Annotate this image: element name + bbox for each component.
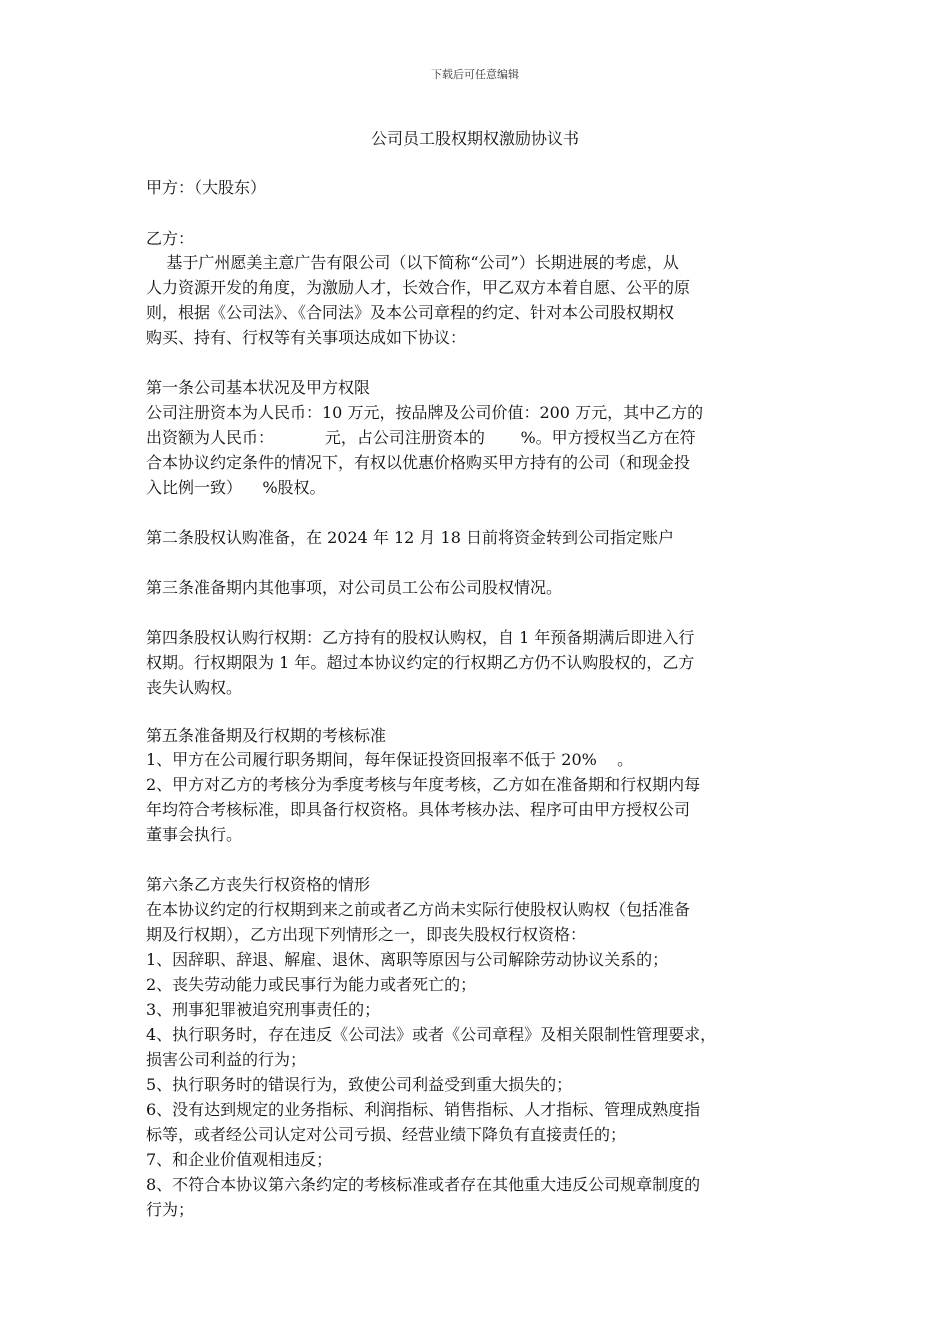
preamble-line: 则，根据《公司法》、《合同法》及本公司章程的约定、针对本公司股权期权 — [146, 303, 675, 322]
article-5-heading: 第五条准备期及行权期的考核标准 — [146, 726, 387, 745]
article-4-text: 丧失认购权。 — [146, 678, 243, 697]
article-1-text: 入比例一致） %股权。 — [146, 478, 326, 497]
article-1-heading: 第一条公司基本状况及甲方权限 — [146, 378, 371, 397]
article-6-item: 3、刑事犯罪被追究刑事责任的； — [146, 1000, 381, 1019]
article-6-item: 7、和企业价值观相违反； — [146, 1150, 333, 1169]
article-3-text: 第三条准备期内其他事项，对公司员工公布公司股权情况。 — [146, 578, 563, 597]
article-6-text: 期及行权期），乙方出现下列情形之一，即丧失股权行权资格： — [146, 925, 587, 944]
document-title: 公司员工股权期权激励协议书 — [370, 129, 579, 148]
article-5-item: 2、甲方对乙方的考核分为季度考核与年度考核，乙方如在准备期和行权期内每 — [146, 775, 701, 794]
article-4-text: 第四条股权认购行权期：乙方持有的股权认购权，自 1 年预备期满后即进入行 — [146, 628, 695, 647]
party-a-line: 甲方：（大股东） — [146, 178, 267, 197]
article-6-heading: 第六条乙方丧失行权资格的情形 — [146, 875, 371, 894]
article-5-item: 年均符合考核标准，即具备行权资格。具体考核办法、程序可由甲方授权公司 — [146, 800, 691, 819]
party-b-line: 乙方： — [146, 229, 195, 248]
article-6-item: 损害公司利益的行为； — [146, 1050, 307, 1069]
article-2-text: 第二条股权认购准备，在 2024 年 12 月 18 日前将资金转到公司指定账户 — [146, 528, 674, 547]
article-6-item: 行为； — [146, 1200, 195, 1219]
article-5-item: 董事会执行。 — [146, 825, 243, 844]
article-1-text: 合本协议约定条件的情况下，有权以优惠价格购买甲方持有的公司（和现金投 — [146, 453, 691, 472]
article-1-text: 出资额为人民币： 元，占公司注册资本的 %。甲方授权当乙方在符 — [146, 428, 696, 447]
preamble-line: 人力资源开发的角度，为激励人才，长效合作，甲乙双方本着自愿、公平的原 — [146, 278, 691, 297]
article-6-item: 8、不符合本协议第六条约定的考核标准或者存在其他重大违反公司规章制度的 — [146, 1175, 701, 1194]
header-note: 下载后可任意编辑 — [431, 68, 519, 81]
article-6-item: 1、因辞职、辞退、解雇、退休、离职等原因与公司解除劳动协议关系的； — [146, 950, 669, 969]
article-6-item: 4、执行职务时，存在违反《公司法》或者《公司章程》及相关限制性管理要求， — [146, 1025, 717, 1044]
article-5-item: 1、甲方在公司履行职务期间，每年保证投资回报率不低于 20% 。 — [146, 750, 634, 769]
article-6-item: 6、没有达到规定的业务指标、利润指标、销售指标、人才指标、管理成熟度指 — [146, 1100, 701, 1119]
article-6-item: 标等，或者经公司认定对公司亏损、经营业绩下降负有直接责任的； — [146, 1125, 627, 1144]
article-1-text: 公司注册资本为人民币：10 万元，按品牌及公司价值：200 万元，其中乙方的 — [146, 403, 704, 422]
article-6-text: 在本协议约定的行权期到来之前或者乙方尚未实际行使股权认购权（包括准备 — [146, 900, 691, 919]
preamble-line: 基于广州愿美主意广告有限公司（以下简称“公司”）长期进展的考虑，从 — [146, 253, 679, 272]
article-6-item: 2、丧失劳动能力或民事行为能力或者死亡的； — [146, 975, 477, 994]
article-6-item: 5、执行职务时的错误行为，致使公司利益受到重大损失的； — [146, 1075, 573, 1094]
preamble-line: 购买、持有、行权等有关事项达成如下协议： — [146, 328, 467, 347]
article-4-text: 权期。行权期限为 1 年。超过本协议约定的行权期乙方仍不认购股权的，乙方 — [146, 653, 695, 672]
